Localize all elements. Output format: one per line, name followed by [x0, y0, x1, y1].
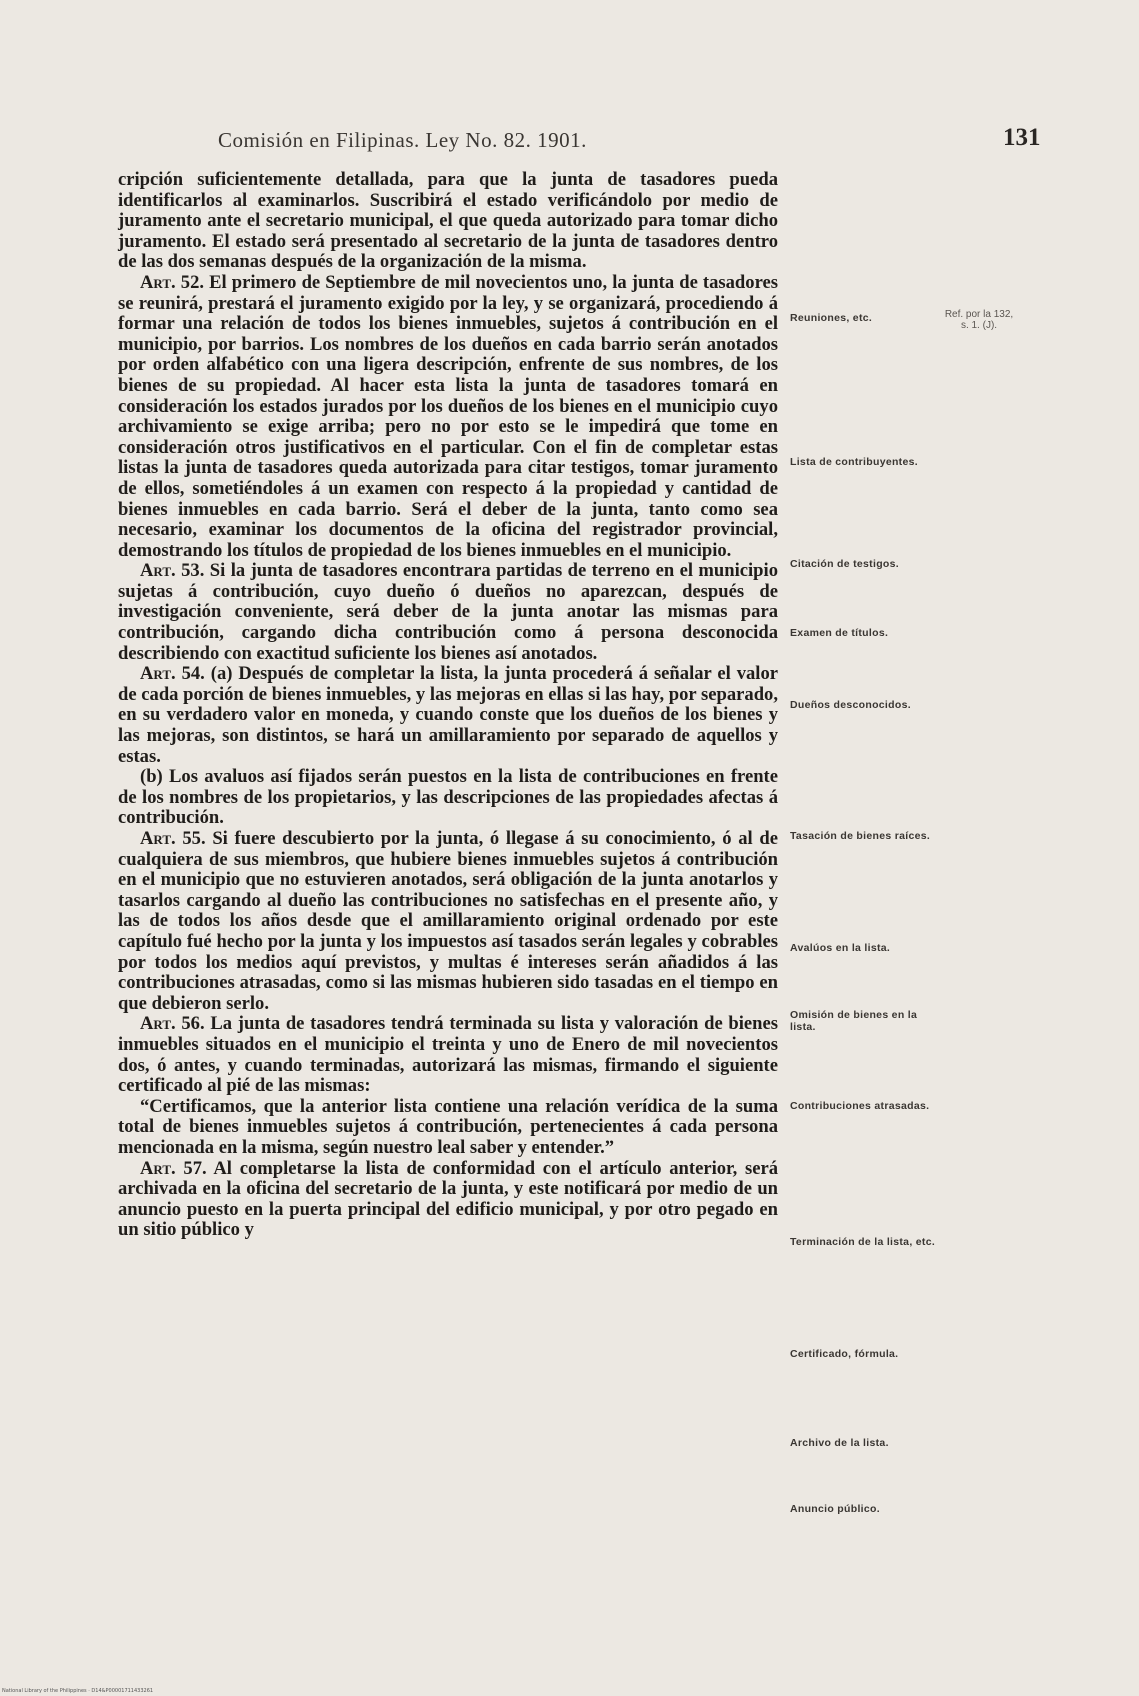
page-number: 131 [1003, 124, 1041, 151]
article-text: (a) Después de completar la lista, la junta procederá á señalar el valor de cada porción de bienes inmuebles, y las mejoras en ellas si las hay, por separado, en su verdadero valor en moneda, y cuando conste que los dueños de los bienes y las mejoras, son distintos, se hará un amillaramiento por separado de aquellos y estas. [118, 663, 779, 767]
article-label: Art. 52. [140, 271, 205, 293]
article-label: Art. 54. [140, 663, 205, 685]
side-note-lista-contribuyentes: Lista de contribuyentes. [790, 456, 918, 468]
scan-footer: National Library of the Philippines · D14&P00001711433261 [2, 1688, 154, 1694]
article-54-b: (b) Los avaluos así fijados serán puestos en la lista de contribuciones en frente de los nombres de los propietarios, y las descripciones de las propiedades afectas á contribución. [118, 766, 778, 829]
body-text [118, 170, 778, 1241]
article-56 [118, 1014, 778, 1096]
running-head: Comisión en Filipinas. Ley No. 82. 1901. [218, 128, 587, 152]
article-text: La junta de tasadores tendrá terminada su lista y valoración de bienes inmuebles situados en el municipio el treinta y uno de Enero de mil novecientos dos, ó antes, y cuando terminadas, autorizará las mismas, firmando el siguiente certificado al pié de las mismas: [118, 1013, 778, 1097]
article-label: Art. 56. [140, 1013, 205, 1035]
side-note-anuncio-publico: Anuncio público. [790, 1503, 880, 1515]
article-52 [118, 273, 778, 561]
article-53 [118, 561, 778, 664]
side-note-reuniones: Reuniones, etc. [790, 312, 873, 324]
side-note-archivo-lista: Archivo de la lista. [790, 1437, 889, 1449]
side-note-terminacion-lista: Terminación de la lista, etc. [790, 1236, 936, 1248]
article-57 [118, 1159, 778, 1241]
article-text: El primero de Septiembre de mil novecientos uno, la junta de tasadores se reunirá, prestará el juramento exigido por la ley, y se organizará, procediendo á formar una relación de todos los bienes inmuebles, sujetos á contribución en el municipio, por barrios. Los nombres de los dueños en cada barrio serán anotados por orden alfabético con una ligera descripción, enfrente de sus nombres, de los bienes de su propiedad. Al hacer esta lista la junta de tasadores tomará en consideración los estados jurados por los dueños de los bienes en el municipio cuyo archivamiento se exige arriba; pero no por esto se le impedirá que tome en consideración otros justificativos en el particular. Con el fin de completar estas listas la junta de tasadores queda autorizada para citar testigos, tomar juramento de ellos, sometiéndoles á un examen con respecto á la propiedad y cantidad de bienes inmuebles en cada barrio. Será el deber de la junta, tanto como sea necesario, examinar los documentos de la oficina del registrador provincial, demostrando los títulos de propiedad de los bienes inmuebles en el municipio. [118, 271, 778, 561]
certificate-formula: “Certificamos, que la anterior lista contiene una relación verídica de la suma total de bienes inmuebles sujetos á contribución, pertenecientes á cada persona mencionada en la misma, según nuestro leal saber y entender.” [118, 1095, 778, 1158]
article-text: Si fuere descubierto por la junta, ó llegase á su conocimiento, ó al de cualquiera de sus miembros, que hubiere bienes inmuebles sujetos á contribución en el municipio que no estuvieren anotados, será obligación de la junta anotarlos y tasarlos cargando al dueño las contribuciones no satisfechas en el presente año, y las de todos los años desde que el amillaramiento original ordenado por este capítulo fué hecho por la junta y los impuestos así tasados serán legales y cobrables por todos los medios aquí previstos, y multas é intereses serán añadidos á las contribuciones atrasadas, como si las mismas hubieren sido tasadas en el tiempo en que debieron serlo. [118, 828, 778, 1014]
article-label: Art. 57. [140, 1157, 207, 1179]
article-55 [118, 829, 778, 1014]
article-label: Art. 53. [140, 560, 205, 582]
article-label: Art. 55. [140, 828, 206, 849]
article-text: Al completarse la lista de conformidad con el artículo anterior, será archivada en la oficina del secretario de la junta, y este notificará por medio de un anuncio puesto en la puerta principal del edificio municipal, y por otro pegado en un sitio público y [118, 1157, 778, 1241]
reference-note: Ref. por la 132, s. 1. (J). [944, 309, 1014, 331]
side-note-omision-bienes: Omisión de bienes en la lista. [790, 1009, 918, 1033]
side-note-duenos-desconocidos: Dueños desconocidos. [790, 699, 911, 711]
side-note-examen-titulos: Examen de títulos. [790, 627, 889, 639]
article-text: Si la junta de tasadores encontrara partidas de terreno en el municipio sujetas á contribución, cuyo dueño ó dueños no aparezcan, después de investigación conveniente, será deber de la junta anotar las mismas para contribución, cargando dicha contribución como á persona desconocida describiendo con exactitud suficiente los bienes así anotados. [118, 560, 778, 664]
page-header [118, 124, 1041, 158]
paragraph-continuation: cripción suficientemente detallada, para que la junta de tasadores pueda identificarlos al examinarlos. Suscribirá el estado verificándolo por medio de juramento ante el secretario municipal, el que queda autorizado para tomar dicho juramento. El estado será presentado al secretario de la junta de tasadores dentro de las dos semanas después de la organización de la misma. [118, 169, 778, 273]
side-note-citacion-testigos: Citación de testigos. [790, 558, 899, 570]
side-note-tasacion-bienes: Tasación de bienes raíces. [790, 830, 931, 842]
side-note-avaluos-lista: Avalúos en la lista. [790, 942, 891, 954]
side-note-certificado: Certificado, fórmula. [790, 1348, 899, 1360]
side-note-contribuciones-atrasadas: Contribuciones atrasadas. [790, 1100, 930, 1112]
article-54 [118, 664, 778, 767]
